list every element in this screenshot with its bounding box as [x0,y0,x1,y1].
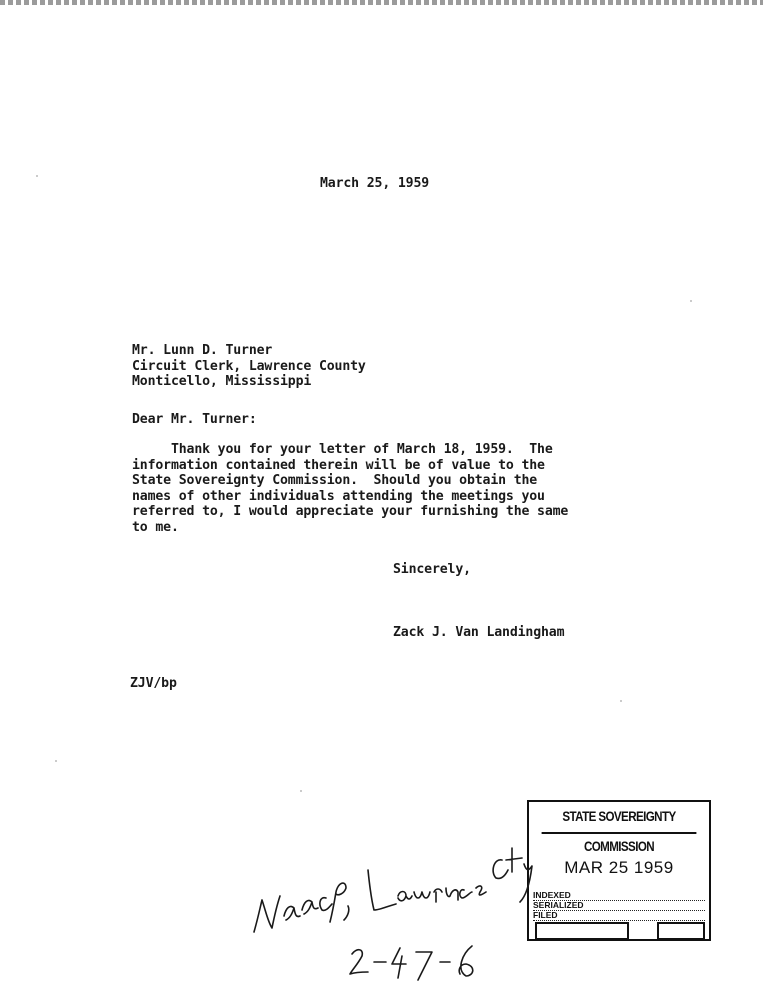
stamp-date: MAR 25 1959 [564,858,674,877]
scan-speck [300,790,302,792]
handwritten-file-number-2-47-6 [350,946,473,980]
salutation: Dear Mr. Turner: [132,412,257,427]
stamp-field-filed: FILED [533,911,705,921]
scan-speck [36,175,38,177]
scan-speck [55,760,57,762]
handwritten-note-naacp-lawrence-cty [254,848,532,932]
recipient-title: Circuit Clerk, Lawrence County [132,358,366,374]
recipient-address [132,343,366,390]
body-line: to me. [132,519,179,535]
received-stamp [527,800,711,941]
stamp-field-serialized: SERIALIZED [533,901,705,911]
stamp-boxes [535,922,705,938]
recipient-city: Monticello, Mississippi [132,374,312,389]
body-line: State Sovereignty Commission. Should you obtain the [132,473,538,488]
letter-body [132,442,568,535]
recipient-name: Mr. Lunn D. Turner [132,343,273,358]
handwritten-annotation [240,830,540,990]
stamp-title: STATE SOVEREIGNTY COMMISSION [542,802,697,834]
typist-initials: ZJV/bp [130,676,177,691]
scan-speck [690,300,692,302]
scan-top-edge [0,0,763,5]
stamp-fields [533,891,705,921]
body-line: referred to, I would appreciate your furnishing the same [132,504,569,519]
body-line: names of other individuals attending the meetings you [132,488,545,504]
signer-name: Zack J. Van Landingham [393,625,565,640]
closing: Sincerely, [393,562,471,577]
stamp-box [535,922,629,940]
stamp-box [657,922,705,940]
letter-date: March 25, 1959 [320,176,430,191]
stamp-field-indexed: INDEXED [533,891,705,901]
body-line: Thank you for your letter of March 18, 1959. The [132,442,553,457]
scan-speck [620,700,622,702]
body-line: information contained therein will be of value to the [132,457,545,473]
